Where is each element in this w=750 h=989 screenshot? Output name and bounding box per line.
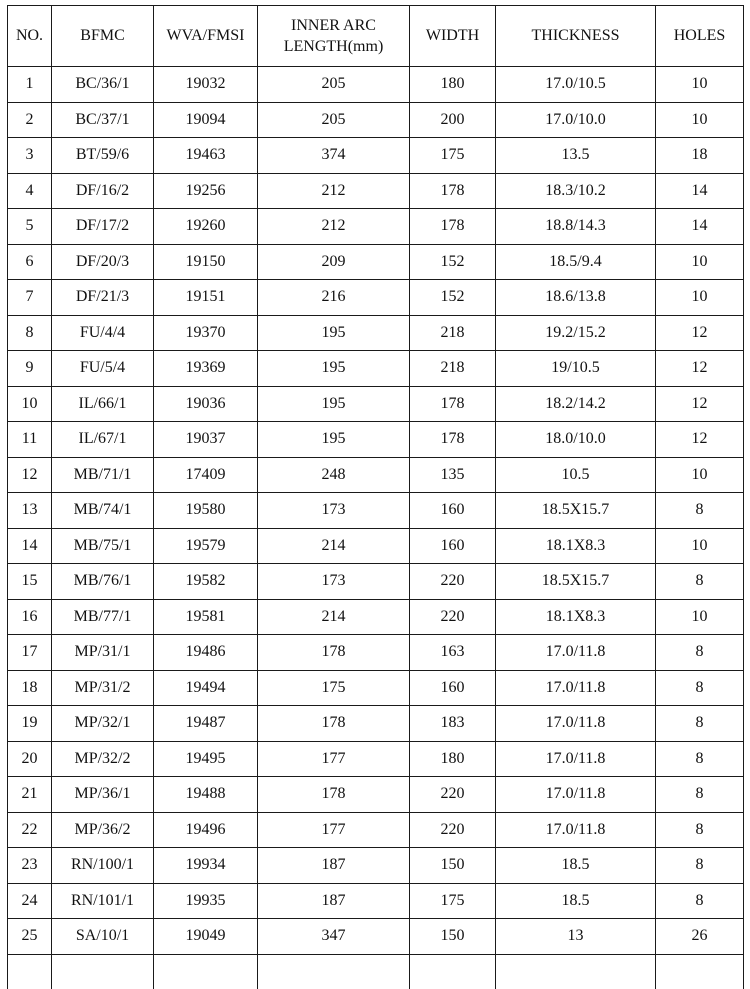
cell-wva-fmsi: 19486 (154, 635, 258, 671)
cell-wva-fmsi: 19036 (154, 386, 258, 422)
cell-empty (258, 954, 410, 989)
cell-empty (656, 954, 744, 989)
cell-width: 178 (410, 173, 496, 209)
cell-inner-arc-length: 175 (258, 670, 410, 706)
cell-no: 24 (8, 883, 52, 919)
cell-thickness: 18.1X8.3 (496, 599, 656, 635)
cell-holes: 10 (656, 528, 744, 564)
cell-holes: 8 (656, 812, 744, 848)
cell-width: 178 (410, 386, 496, 422)
cell-bfmc: DF/17/2 (52, 209, 154, 245)
cell-thickness: 17.0/11.8 (496, 777, 656, 813)
cell-holes: 14 (656, 173, 744, 209)
cell-thickness: 18.5/9.4 (496, 244, 656, 280)
cell-holes: 14 (656, 209, 744, 245)
cell-wva-fmsi: 19935 (154, 883, 258, 919)
cell-inner-arc-length: 178 (258, 635, 410, 671)
cell-width: 183 (410, 706, 496, 742)
cell-thickness: 17.0/11.8 (496, 812, 656, 848)
cell-wva-fmsi: 19370 (154, 315, 258, 351)
cell-thickness: 18.5X15.7 (496, 493, 656, 529)
cell-inner-arc-length: 187 (258, 848, 410, 884)
cell-bfmc: RN/101/1 (52, 883, 154, 919)
cell-empty (52, 954, 154, 989)
cell-inner-arc-length: 177 (258, 741, 410, 777)
table-row (8, 528, 744, 564)
cell-holes: 10 (656, 599, 744, 635)
cell-inner-arc-length: 173 (258, 564, 410, 600)
cell-thickness: 19.2/15.2 (496, 315, 656, 351)
cell-inner-arc-length: 205 (258, 67, 410, 103)
cell-no: 18 (8, 670, 52, 706)
cell-inner-arc-length: 205 (258, 102, 410, 138)
cell-wva-fmsi: 19581 (154, 599, 258, 635)
table-row (8, 741, 744, 777)
cell-thickness: 13.5 (496, 138, 656, 174)
cell-holes: 8 (656, 883, 744, 919)
cell-wva-fmsi: 19032 (154, 67, 258, 103)
table-row (8, 173, 744, 209)
cell-wva-fmsi: 19094 (154, 102, 258, 138)
cell-no: 10 (8, 386, 52, 422)
cell-bfmc: SA/10/1 (52, 919, 154, 955)
cell-width: 178 (410, 209, 496, 245)
cell-inner-arc-length: 195 (258, 386, 410, 422)
cell-holes: 8 (656, 670, 744, 706)
cell-bfmc: MB/76/1 (52, 564, 154, 600)
cell-no: 21 (8, 777, 52, 813)
cell-bfmc: BC/36/1 (52, 67, 154, 103)
table-row (8, 564, 744, 600)
table-row (8, 386, 744, 422)
cell-bfmc: MP/31/2 (52, 670, 154, 706)
cell-empty (154, 954, 258, 989)
table-row (8, 67, 744, 103)
cell-wva-fmsi: 19049 (154, 919, 258, 955)
cell-bfmc: DF/21/3 (52, 280, 154, 316)
table-row (8, 422, 744, 458)
table-row (8, 138, 744, 174)
cell-thickness: 18.0/10.0 (496, 422, 656, 458)
cell-bfmc: MB/77/1 (52, 599, 154, 635)
table-row (8, 706, 744, 742)
cell-inner-arc-length: 178 (258, 777, 410, 813)
table-row-cut-off (8, 954, 744, 989)
cell-thickness: 17.0/11.8 (496, 635, 656, 671)
cell-bfmc: BT/59/6 (52, 138, 154, 174)
cell-inner-arc-length: 178 (258, 706, 410, 742)
cell-bfmc: MB/71/1 (52, 457, 154, 493)
cell-width: 220 (410, 812, 496, 848)
cell-holes: 10 (656, 244, 744, 280)
cell-wva-fmsi: 19495 (154, 741, 258, 777)
cell-holes: 10 (656, 457, 744, 493)
cell-bfmc: DF/16/2 (52, 173, 154, 209)
cell-inner-arc-length: 195 (258, 351, 410, 387)
cell-no: 7 (8, 280, 52, 316)
cell-wva-fmsi: 19463 (154, 138, 258, 174)
cell-holes: 12 (656, 386, 744, 422)
header-width: WIDTH (410, 6, 496, 67)
cell-holes: 12 (656, 351, 744, 387)
cell-width: 218 (410, 351, 496, 387)
header-thickness: THICKNESS (496, 6, 656, 67)
cell-width: 180 (410, 741, 496, 777)
cell-width: 150 (410, 919, 496, 955)
cell-inner-arc-length: 216 (258, 280, 410, 316)
cell-no: 8 (8, 315, 52, 351)
cell-wva-fmsi: 19260 (154, 209, 258, 245)
header-no: NO. (8, 6, 52, 67)
table-row (8, 919, 744, 955)
cell-inner-arc-length: 209 (258, 244, 410, 280)
cell-width: 163 (410, 635, 496, 671)
cell-bfmc: MB/74/1 (52, 493, 154, 529)
cell-thickness: 18.5X15.7 (496, 564, 656, 600)
cell-no: 1 (8, 67, 52, 103)
cell-holes: 26 (656, 919, 744, 955)
cell-holes: 18 (656, 138, 744, 174)
cell-bfmc: MP/32/1 (52, 706, 154, 742)
table-row (8, 351, 744, 387)
cell-width: 150 (410, 848, 496, 884)
cell-no: 5 (8, 209, 52, 245)
cell-width: 178 (410, 422, 496, 458)
table-row (8, 635, 744, 671)
cell-holes: 8 (656, 635, 744, 671)
cell-width: 220 (410, 777, 496, 813)
table-row (8, 457, 744, 493)
cell-no: 17 (8, 635, 52, 671)
spec-sheet (7, 5, 743, 989)
cell-no: 16 (8, 599, 52, 635)
cell-no: 9 (8, 351, 52, 387)
cell-width: 160 (410, 528, 496, 564)
table-row (8, 670, 744, 706)
cell-no: 12 (8, 457, 52, 493)
cell-thickness: 18.5 (496, 848, 656, 884)
cell-width: 220 (410, 564, 496, 600)
cell-no: 6 (8, 244, 52, 280)
cell-inner-arc-length: 173 (258, 493, 410, 529)
cell-no: 4 (8, 173, 52, 209)
cell-wva-fmsi: 19151 (154, 280, 258, 316)
cell-bfmc: IL/67/1 (52, 422, 154, 458)
cell-holes: 8 (656, 493, 744, 529)
cell-bfmc: MP/36/1 (52, 777, 154, 813)
cell-width: 152 (410, 244, 496, 280)
cell-no: 2 (8, 102, 52, 138)
cell-thickness: 17.0/11.8 (496, 670, 656, 706)
cell-width: 135 (410, 457, 496, 493)
cell-holes: 8 (656, 564, 744, 600)
cell-inner-arc-length: 195 (258, 422, 410, 458)
cell-holes: 12 (656, 315, 744, 351)
cell-width: 180 (410, 67, 496, 103)
cell-bfmc: IL/66/1 (52, 386, 154, 422)
cell-bfmc: DF/20/3 (52, 244, 154, 280)
table-row (8, 102, 744, 138)
cell-empty (496, 954, 656, 989)
cell-holes: 8 (656, 706, 744, 742)
table-row (8, 777, 744, 813)
cell-no: 23 (8, 848, 52, 884)
cell-thickness: 17.0/10.0 (496, 102, 656, 138)
cell-thickness: 18.2/14.2 (496, 386, 656, 422)
cell-holes: 10 (656, 102, 744, 138)
cell-inner-arc-length: 347 (258, 919, 410, 955)
cell-empty (8, 954, 52, 989)
table-row (8, 493, 744, 529)
cell-wva-fmsi: 19582 (154, 564, 258, 600)
cell-bfmc: MP/32/2 (52, 741, 154, 777)
cell-bfmc: FU/4/4 (52, 315, 154, 351)
header-bfmc: BFMC (52, 6, 154, 67)
cell-no: 13 (8, 493, 52, 529)
cell-width: 218 (410, 315, 496, 351)
cell-holes: 8 (656, 741, 744, 777)
cell-inner-arc-length: 187 (258, 883, 410, 919)
table-row (8, 812, 744, 848)
cell-wva-fmsi: 19494 (154, 670, 258, 706)
cell-wva-fmsi: 19579 (154, 528, 258, 564)
cell-wva-fmsi: 19580 (154, 493, 258, 529)
cell-inner-arc-length: 177 (258, 812, 410, 848)
header-row (8, 6, 744, 67)
cell-width: 152 (410, 280, 496, 316)
cell-holes: 8 (656, 848, 744, 884)
cell-no: 25 (8, 919, 52, 955)
cell-bfmc: MP/31/1 (52, 635, 154, 671)
cell-no: 20 (8, 741, 52, 777)
cell-bfmc: FU/5/4 (52, 351, 154, 387)
cell-wva-fmsi: 19256 (154, 173, 258, 209)
cell-thickness: 17.0/11.8 (496, 706, 656, 742)
cell-thickness: 17.0/10.5 (496, 67, 656, 103)
table-header (8, 6, 744, 67)
cell-no: 22 (8, 812, 52, 848)
cell-holes: 12 (656, 422, 744, 458)
cell-width: 175 (410, 138, 496, 174)
cell-inner-arc-length: 212 (258, 209, 410, 245)
cell-inner-arc-length: 214 (258, 528, 410, 564)
table-row (8, 599, 744, 635)
cell-inner-arc-length: 374 (258, 138, 410, 174)
cell-no: 19 (8, 706, 52, 742)
cell-wva-fmsi: 19369 (154, 351, 258, 387)
cell-width: 200 (410, 102, 496, 138)
cell-wva-fmsi: 19037 (154, 422, 258, 458)
cell-thickness: 18.8/14.3 (496, 209, 656, 245)
cell-inner-arc-length: 214 (258, 599, 410, 635)
cell-width: 160 (410, 493, 496, 529)
cell-thickness: 18.5 (496, 883, 656, 919)
cell-thickness: 18.1X8.3 (496, 528, 656, 564)
cell-no: 15 (8, 564, 52, 600)
cell-thickness: 19/10.5 (496, 351, 656, 387)
header-wva-fmsi: WVA/FMSI (154, 6, 258, 67)
cell-holes: 10 (656, 67, 744, 103)
cell-inner-arc-length: 195 (258, 315, 410, 351)
table-row (8, 883, 744, 919)
cell-thickness: 18.3/10.2 (496, 173, 656, 209)
cell-no: 3 (8, 138, 52, 174)
table-row (8, 848, 744, 884)
brake-lining-spec-table (7, 5, 744, 989)
cell-empty (410, 954, 496, 989)
cell-holes: 10 (656, 280, 744, 316)
cell-bfmc: RN/100/1 (52, 848, 154, 884)
header-inner-arc-length: INNER ARC LENGTH(mm) (258, 6, 410, 67)
cell-width: 175 (410, 883, 496, 919)
cell-thickness: 13 (496, 919, 656, 955)
table-row (8, 280, 744, 316)
cell-bfmc: BC/37/1 (52, 102, 154, 138)
cell-inner-arc-length: 212 (258, 173, 410, 209)
cell-thickness: 10.5 (496, 457, 656, 493)
cell-width: 220 (410, 599, 496, 635)
cell-wva-fmsi: 17409 (154, 457, 258, 493)
cell-inner-arc-length: 248 (258, 457, 410, 493)
cell-bfmc: MB/75/1 (52, 528, 154, 564)
table-row (8, 209, 744, 245)
cell-no: 11 (8, 422, 52, 458)
cell-wva-fmsi: 19487 (154, 706, 258, 742)
cell-wva-fmsi: 19150 (154, 244, 258, 280)
cell-wva-fmsi: 19496 (154, 812, 258, 848)
cell-thickness: 17.0/11.8 (496, 741, 656, 777)
table-body (8, 67, 744, 989)
cell-no: 14 (8, 528, 52, 564)
cell-wva-fmsi: 19934 (154, 848, 258, 884)
header-holes: HOLES (656, 6, 744, 67)
cell-bfmc: MP/36/2 (52, 812, 154, 848)
cell-width: 160 (410, 670, 496, 706)
cell-thickness: 18.6/13.8 (496, 280, 656, 316)
table-row (8, 315, 744, 351)
cell-holes: 8 (656, 777, 744, 813)
cell-wva-fmsi: 19488 (154, 777, 258, 813)
table-row (8, 244, 744, 280)
